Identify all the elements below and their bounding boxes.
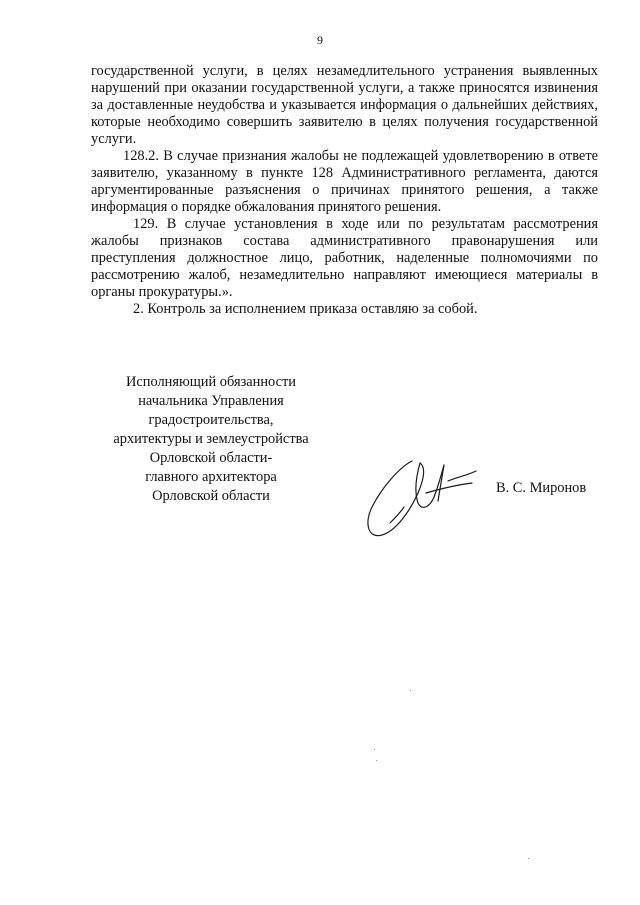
scan-artifact: [376, 760, 377, 761]
paragraph-control: 2. Контроль за исполнением приказа оставляю за собой.: [133, 301, 478, 317]
signatory-title-line: Исполняющий обязанности: [125, 374, 296, 390]
page-number: 9: [317, 33, 323, 47]
signatory-title-line: градостроительства,: [148, 412, 274, 428]
signatory-title-line: архитектуры и землеустройства: [113, 431, 309, 447]
handwritten-signature: [360, 453, 500, 543]
scan-artifact: [528, 858, 529, 859]
paragraph-129: 129. В случае установления в ходе или по результатам рассмотрения жалобы признаков состава административного правонарушения или преступления должностное лицо, работник, наделенные полномочиями по рассмотрению жалоб, незамедлительно направляют имеющиеся материалы в органы прокуратуры.».: [91, 216, 598, 300]
scan-artifact: [410, 690, 411, 691]
signer-name: В. С. Миронов: [496, 480, 587, 496]
paragraph-128-2: 128.2. В случае признания жалобы не подлежащей удовлетворению в ответе заявителю, указанному в пункте 128 Административного регламента, даются аргументированные разъяснения о причинах принятого решения, а также информация о порядке обжалования принятого решения.: [91, 148, 598, 215]
document-body: [91, 63, 598, 318]
signatory-title: [95, 373, 327, 506]
signatory-title-line: главного архитектора: [145, 469, 277, 485]
signatory-title-line: Орловской области-: [149, 450, 273, 466]
scan-artifact: [374, 749, 375, 750]
signatory-title-line: Орловской области: [152, 488, 270, 504]
signatory-title-line: начальника Управления: [138, 393, 284, 409]
paragraph-continuation: государственной услуги, в целях незамедлительного устранения выявленных нарушений при оказании государственной услуги, а также приносятся извинения за доставленные неудобства и указывается информация о дальнейших действиях, которые необходимо совершить заявителю в целях получения государственной услуги.: [91, 63, 598, 147]
